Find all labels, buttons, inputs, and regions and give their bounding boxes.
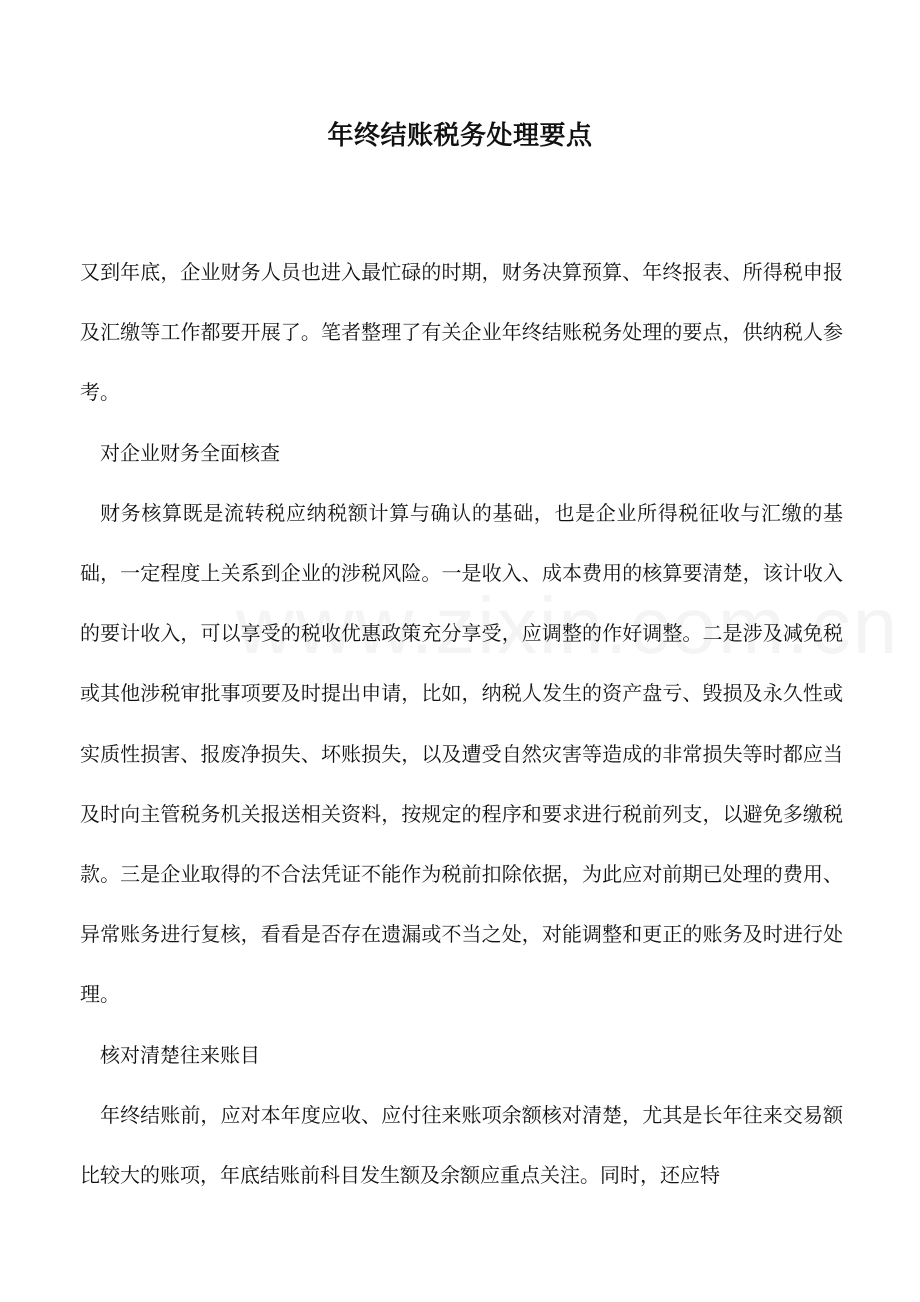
section-heading-financial-review: 对企业财务全面核查 bbox=[100, 440, 280, 465]
document-body bbox=[80, 242, 843, 1205]
financial-review-paragraph: 财务核算既是流转税应纳税额计算与确认的基础，也是企业所得税征收与汇缴的基础，一定程度上关系到企业的涉税风险。一是收入、成本费用的核算要清楚，该计收入的要计收入，可以享受的税收优惠政策充分享受，应调整的作好调整。二是涉及减免税或其他涉税审批事项要及时提出申请，比如，纳税人发生的资产盘亏、毁损及永久性或实质性损害、报废净损失、坏账损失，以及遭受自然灾害等造成的非常损失等时都应当及时向主管税务机关报送相关资料，按规定的程序和要求进行税前列支，以避免多缴税款。三是企业取得的不合法凭证不能作为税前扣除依据，为此应对前期已处理的费用、异常账务进行复核，看看是否存在遗漏或不当之处，对能调整和更正的账务及时进行处理。 bbox=[80, 500, 843, 1007]
reconcile-accounts-paragraph: 年终结账前，应对本年度应收、应付往来账项余额核对清楚，尤其是长年往来交易额比较大的账项，年底结账前科目发生额及余额应重点关注。同时，还应特 bbox=[80, 1102, 843, 1188]
intro-paragraph: 又到年底，企业财务人员也进入最忙碌的时期，财务决算预算、年终报表、所得税申报及汇缴等工作都要开展了。笔者整理了有关企业年终结账税务处理的要点，供纳税人参考。 bbox=[80, 260, 843, 405]
document-title: 年终结账税务处理要点 bbox=[327, 121, 593, 151]
section-heading-reconcile-accounts: 核对清楚往来账目 bbox=[100, 1042, 260, 1067]
